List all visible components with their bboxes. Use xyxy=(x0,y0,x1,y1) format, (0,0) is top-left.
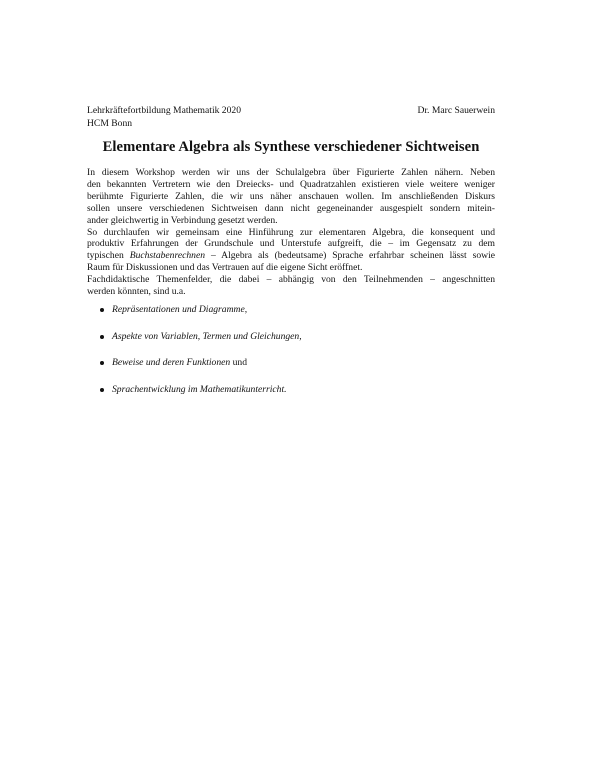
text-line: Fachdidaktische Themenfelder, die dabei – abhängig von den Teilnehmenden – angeschnitten xyxy=(87,274,495,286)
bullet-icon xyxy=(100,361,104,365)
text-fragment: typischen xyxy=(87,250,130,262)
document-header xyxy=(87,104,495,130)
text-line: berühmte Figurierte Zahlen, die wir uns näher anschauen wollen. Im anschließenden Diskurs xyxy=(87,190,495,202)
topics-list xyxy=(100,304,302,410)
text-line xyxy=(87,250,495,262)
emphasized-term: Buchstabenrechnen xyxy=(129,250,206,262)
list-item xyxy=(100,304,302,316)
course-name: Lehrkräftefortbildung Mathematik 2020 xyxy=(87,105,241,116)
bullet-icon xyxy=(100,335,104,339)
text-line: produktiv Erfahrungen der Grundschule und Unterstufe aufgreift, die – im Gegensatz zu dem xyxy=(87,238,495,250)
topic-text: Beweise und deren Funktionen xyxy=(112,357,231,368)
text-line: werden könnten, sind u.a. xyxy=(87,286,186,298)
intro-paragraph xyxy=(87,167,495,227)
text-line: Raum für Diskussionen und das Vertrauen auf die eigene Sicht eröffnet. xyxy=(87,262,363,274)
text-line: sollen unsere verschiedenen Sichtweisen dann nicht gegeneinander ausgespielt sondern mitein- xyxy=(87,202,495,214)
list-item xyxy=(100,384,302,396)
approach-paragraph xyxy=(87,227,495,275)
text-line: den bekannten Vertretern wie den Dreiecks- und Quadratzahlen existieren viele weitere weniger xyxy=(87,178,495,190)
document-body xyxy=(87,167,495,298)
text-line: So durchlaufen wir gemeinsam eine Hinführung zur elementaren Algebra, die konsequent und xyxy=(87,226,495,238)
bullet-icon xyxy=(100,308,104,312)
text-line: In diesem Workshop werden wir uns der Schulalgebra über Figurierte Zahlen nähern. Neben xyxy=(87,167,495,178)
document-title: Elementare Algebra als Synthese verschiedener Sichtweisen xyxy=(102,139,480,155)
topics-intro-paragraph xyxy=(87,274,495,298)
topic-text: Aspekte von Variablen, Termen und Gleichungen, xyxy=(112,330,302,342)
topic-text: Sprachentwicklung im Mathematikunterricht. xyxy=(112,383,287,395)
text-fragment: – Algebra als (bedeutsame) Sprache erfahrbar scheinen lässt sowie xyxy=(205,250,496,262)
topic-suffix: und xyxy=(230,357,247,368)
list-item xyxy=(100,331,302,343)
list-item xyxy=(100,357,302,369)
text-line: ander gleichwertig in Verbindung gesetzt werden. xyxy=(87,214,278,226)
topic-text: Repräsentationen und Diagramme, xyxy=(112,304,248,315)
location: HCM Bonn xyxy=(87,118,133,129)
bullet-icon xyxy=(100,388,104,392)
author-name: Dr. Marc Sauerwein xyxy=(417,105,495,116)
